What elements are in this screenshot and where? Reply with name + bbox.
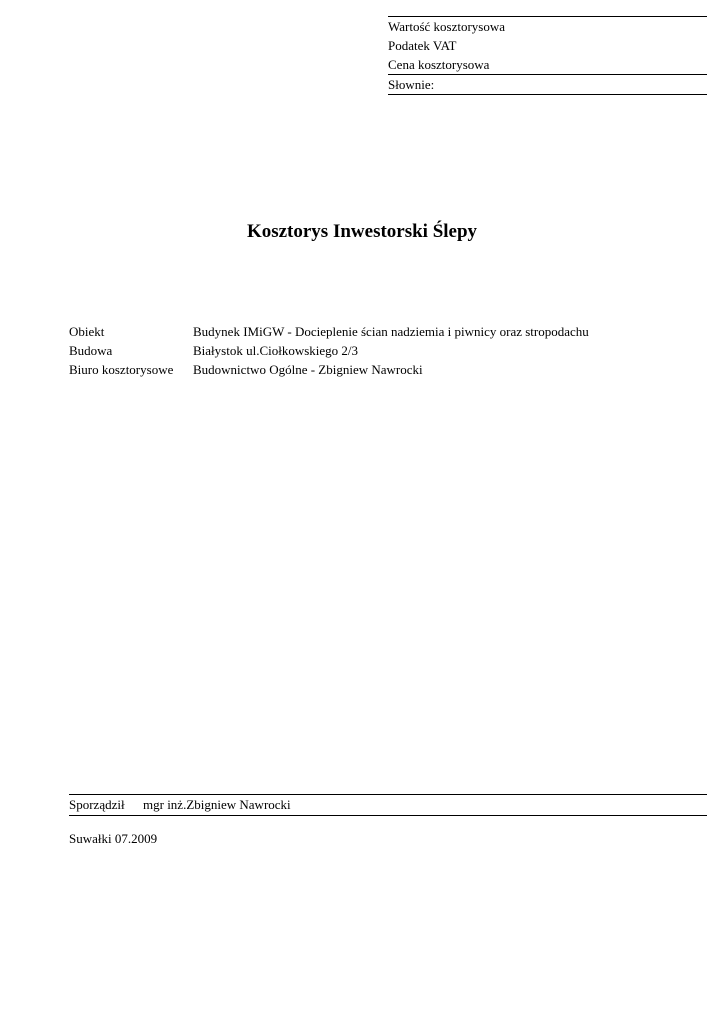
object-value: Budynek IMiGW - Docieplenie ścian nadziemia i piwnicy oraz stropodachu bbox=[193, 324, 589, 339]
estimated-price-label: Cena kosztorysowa bbox=[388, 57, 490, 72]
cost-value-label: Wartość kosztorysowa bbox=[388, 19, 506, 34]
prepared-by-label: Sporządził bbox=[69, 797, 125, 812]
construction-row bbox=[69, 341, 589, 360]
amount-in-words-label: Słownie: bbox=[388, 77, 435, 92]
object-label: Obiekt bbox=[69, 324, 105, 339]
document-title: Kosztorys Inwestorski Ślepy bbox=[246, 221, 478, 242]
construction-label: Budowa bbox=[69, 343, 113, 358]
project-info bbox=[69, 322, 589, 379]
prepared-by-value: mgr inż.Zbigniew Nawrocki bbox=[143, 797, 291, 812]
construction-value: Białystok ul.Ciołkowskiego 2/3 bbox=[193, 343, 359, 358]
office-label: Biuro kosztorysowe bbox=[69, 362, 174, 377]
office-row bbox=[69, 360, 589, 379]
office-value: Budownictwo Ogólne - Zbigniew Nawrocki bbox=[193, 362, 423, 377]
place-and-date: Suwałki 07.2009 bbox=[69, 831, 158, 846]
vat-label: Podatek VAT bbox=[388, 38, 457, 53]
object-row bbox=[69, 322, 589, 341]
prepared-by-row bbox=[69, 794, 707, 816]
cost-summary bbox=[388, 16, 707, 95]
summary-bottom-rule bbox=[388, 94, 707, 95]
